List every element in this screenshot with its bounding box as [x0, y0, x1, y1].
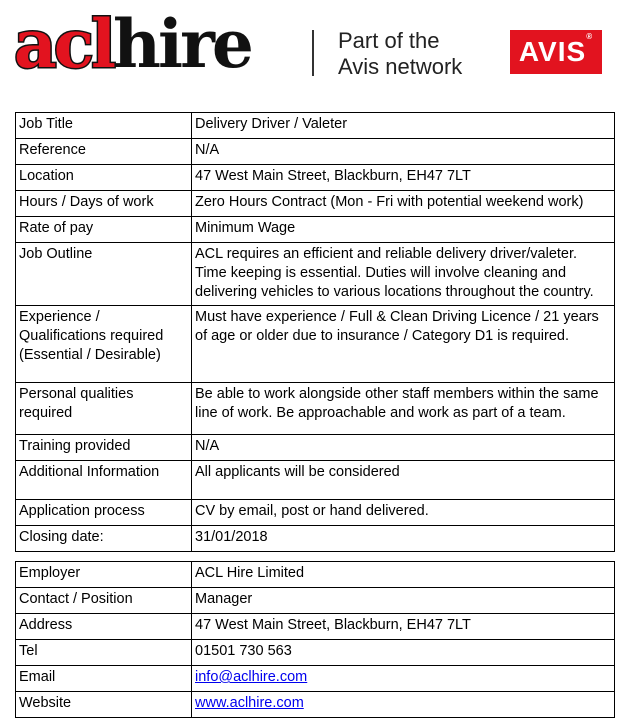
row-value: 47 West Main Street, Blackburn, EH47 7LT	[192, 165, 615, 191]
table-row	[16, 461, 615, 500]
tagline-line-1: Part of the	[338, 28, 440, 53]
table-row	[16, 562, 615, 588]
email-cell	[192, 666, 615, 692]
row-label: Employer	[16, 562, 192, 588]
table-row	[16, 113, 615, 139]
row-value: ACL requires an efficient and reliable delivery driver/valeter. Time keeping is essential. Duties will involve cleaning and delivering vehicles to various locations throughout the country.	[192, 243, 615, 306]
row-label: Website	[16, 692, 192, 718]
table-row	[16, 640, 615, 666]
table-row	[16, 614, 615, 640]
row-label: Rate of pay	[16, 217, 192, 243]
row-label: Reference	[16, 139, 192, 165]
row-value: CV by email, post or hand delivered.	[192, 500, 615, 526]
table-row	[16, 526, 615, 552]
row-value: N/A	[192, 139, 615, 165]
row-value: All applicants will be considered	[192, 461, 615, 500]
logo-hire-text: hire	[113, 5, 251, 83]
row-label: Email	[16, 666, 192, 692]
employer-details-table	[15, 561, 615, 718]
page-header	[0, 0, 636, 92]
row-label: Additional Information	[16, 461, 192, 500]
table-row	[16, 588, 615, 614]
table-row	[16, 139, 615, 165]
row-value: 31/01/2018	[192, 526, 615, 552]
row-label: Personal qualities required	[16, 383, 192, 435]
row-value: N/A	[192, 435, 615, 461]
row-label: Job Outline	[16, 243, 192, 306]
row-label: Contact / Position	[16, 588, 192, 614]
table-row	[16, 500, 615, 526]
table-row	[16, 306, 615, 383]
table-row	[16, 692, 615, 718]
row-label: Application process	[16, 500, 192, 526]
row-value: Delivery Driver / Valeter	[192, 113, 615, 139]
row-value: Be able to work alongside other staff members within the same line of work. Be approachable and work as part of a team.	[192, 383, 615, 435]
row-value: Minimum Wage	[192, 217, 615, 243]
row-label: Tel	[16, 640, 192, 666]
tagline-line-2: Avis network	[338, 54, 463, 79]
row-value: Manager	[192, 588, 615, 614]
table-row	[16, 383, 615, 435]
website-cell	[192, 692, 615, 718]
table-row	[16, 243, 615, 306]
row-value: Must have experience / Full & Clean Driving Licence / 21 years of age or older due to insurance / Category D1 is required.	[192, 306, 615, 383]
row-label: Closing date:	[16, 526, 192, 552]
row-label: Hours / Days of work	[16, 191, 192, 217]
job-details-table	[15, 112, 615, 552]
row-value: ACL Hire Limited	[192, 562, 615, 588]
avis-network-tagline	[338, 28, 462, 80]
row-label: Location	[16, 165, 192, 191]
table-row	[16, 666, 615, 692]
avis-registered-mark: ®	[586, 32, 594, 41]
aclhire-logo	[14, 5, 251, 83]
row-label: Training provided	[16, 435, 192, 461]
email-link[interactable]: info@aclhire.com	[195, 669, 308, 685]
table-row	[16, 191, 615, 217]
row-value: 47 West Main Street, Blackburn, EH47 7LT	[192, 614, 615, 640]
header-divider	[312, 30, 314, 76]
avis-logo	[510, 30, 602, 74]
row-label: Job Title	[16, 113, 192, 139]
table-row	[16, 165, 615, 191]
row-label: Experience / Qualifications required (Essential / Desirable)	[16, 306, 192, 383]
website-link[interactable]: www.aclhire.com	[195, 695, 304, 711]
avis-logo-text: AVIS	[518, 36, 587, 67]
table-row	[16, 217, 615, 243]
row-value: 01501 730 563	[192, 640, 615, 666]
logo-acl-text: acl	[14, 5, 114, 83]
row-value: Zero Hours Contract (Mon - Fri with potential weekend work)	[192, 191, 615, 217]
table-row	[16, 435, 615, 461]
row-label: Address	[16, 614, 192, 640]
